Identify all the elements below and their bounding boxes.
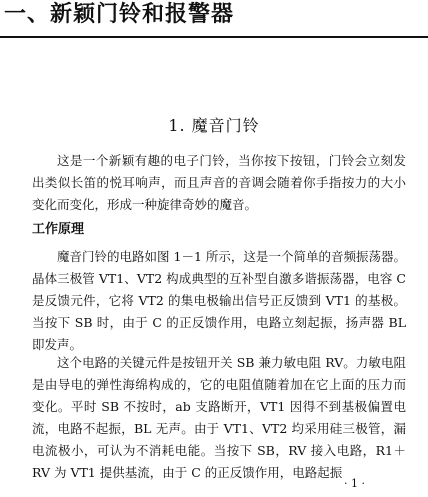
intro-paragraph: 这是一个新颖有趣的电子门铃，当你按下按钮，门铃会立刻发出类似长笛的悦耳响声，而且声音的音调会随着你手指按力的大小变化而变化，形成一种旋律奇妙的魔音。 (32, 153, 406, 212)
page-number: · 1 · (344, 477, 365, 490)
section-title: 1. 魔音门铃 (168, 116, 260, 135)
title-divider (0, 36, 428, 38)
principle-paragraph-2: 这个电路的关键元件是按钮开关 SB 兼力敏电阻 RV。力敏电阻是由导电的弹性海绵构成的，它的电阻值随着加在它上面的压力而变化。平时 SB 不按时，ab 支路断开，VT1 因得不到基极偏置电流，电路不起振，BL 无声。由于 VT1、VT2 均采用硅三极管，漏电流极小，可认为不消耗电能。当按下 SB，RV 接入电路，R1＋RV 为 VT1 提供基流，由于 C 的正反馈作用，电路起振 (32, 355, 406, 480)
principle-paragraph-1: 魔音门铃的电路如图 1－1 所示，这是一个简单的音频振荡器。晶体三极管 VT1、VT2 构成典型的互补型自激多谐振荡器，电容 C 是反馈元件，它将 VT2 的集电极输出信号正反馈到 VT1 的基极。当按下 SB 时，由于 C 的正反馈作用，电路立刻起振，扬声器 BL 即发声。 (32, 249, 406, 352)
principle-heading: 工作原理 (32, 222, 85, 237)
chapter-title: 一、新颖门铃和报警器 (4, 2, 235, 27)
